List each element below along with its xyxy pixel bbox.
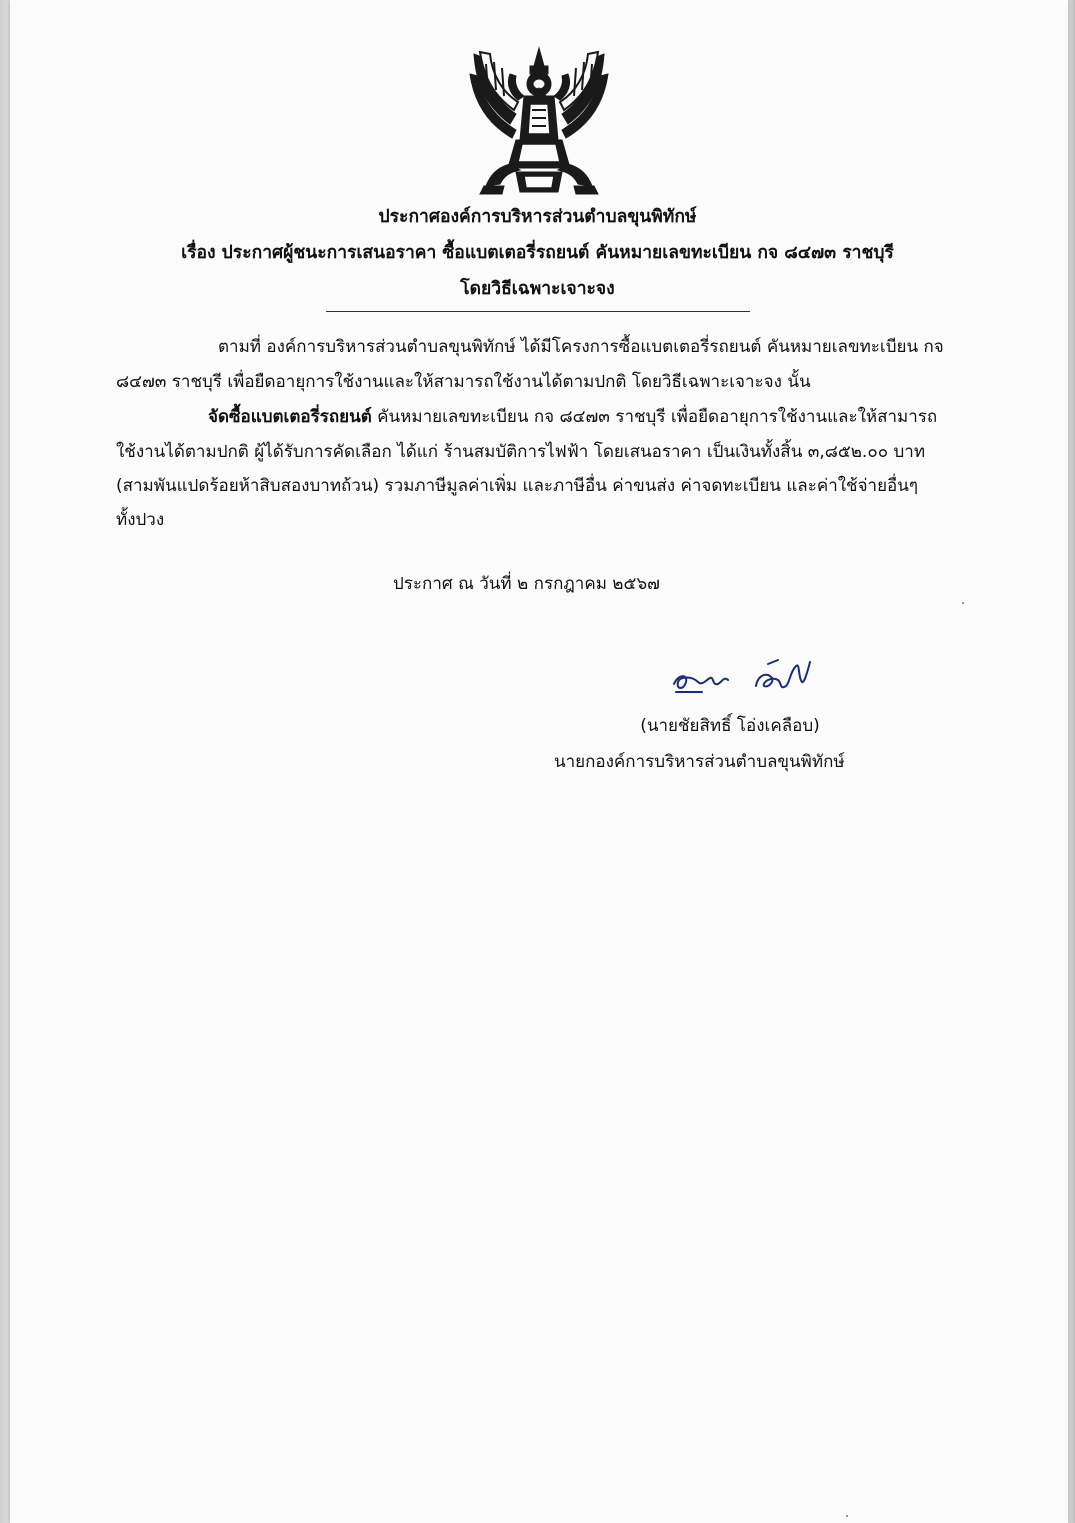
paragraph2-line4: ทั้งปวง xyxy=(116,510,165,530)
announcement-title: ประกาศองค์การบริหารส่วนตำบลขุนพิทักษ์ xyxy=(378,207,697,227)
scan-speck xyxy=(846,1515,848,1517)
signatory-title: นายกองค์การบริหารส่วนตำบลขุนพิทักษ์ xyxy=(554,752,845,772)
paragraph2-line3: (สามพันแปดร้อยห้าสิบสองบาทถ้วน) รวมภาษีมูลค่าเพิ่ม และภาษีอื่น ค่าขนส่ง ค่าจดทะเบียน และค่าใช้จ่ายอื่นๆ xyxy=(116,476,919,496)
paragraph2-line1 xyxy=(208,403,937,430)
paragraph2-line1-rest: คันหมายเลขทะเบียน กจ ๘๔๗๓ ราชบุรี เพื่อยืดอายุการใช้งานและให้สามารถ xyxy=(371,407,938,427)
garuda-emblem-icon xyxy=(466,44,612,196)
scan-speck xyxy=(962,602,964,604)
paragraph1-line2: ๘๔๗๓ ราชบุรี เพื่อยืดอายุการใช้งานและให้สามารถใช้งานได้ตามปกติ โดยวิธีเฉพาะเจาะจง นั้น xyxy=(116,372,811,392)
paragraph2-line2: ใช้งานได้ตามปกติ ผู้ได้รับการคัดเลือก ได้แก่ ร้านสมบัติการไฟฟ้า โดยเสนอราคา เป็นเงินทั้งสิ้น ๓,๘๕๒.๐๐ บาท xyxy=(116,442,926,462)
paragraph2-bold-lead: จัดซื้อแบตเตอรี่รถยนต์ xyxy=(208,407,372,427)
announcement-subject: เรื่อง ประกาศผู้ชนะการเสนอราคา ซื้อแบตเตอรี่รถยนต์ คันหมายเลขทะเบียน กจ ๘๔๗๓ ราชบุรี xyxy=(181,243,894,263)
announcement-method: โดยวิธีเฉพาะเจาะจง xyxy=(460,279,615,299)
header-divider xyxy=(326,311,750,312)
announcement-date: ประกาศ ณ วันที่ ๒ กรกฎาคม ๒๕๖๗ xyxy=(393,574,660,594)
signatory-name: (นายชัยสิทธิ์ โอ่งเคลือบ) xyxy=(640,716,820,736)
paragraph1-line1: ตามที่ องค์การบริหารส่วนตำบลขุนพิทักษ์ ได้มีโครงการซื้อแบตเตอรี่รถยนต์ คันหมายเลขทะเบียน กจ xyxy=(218,337,944,357)
handwritten-signature xyxy=(668,652,818,700)
